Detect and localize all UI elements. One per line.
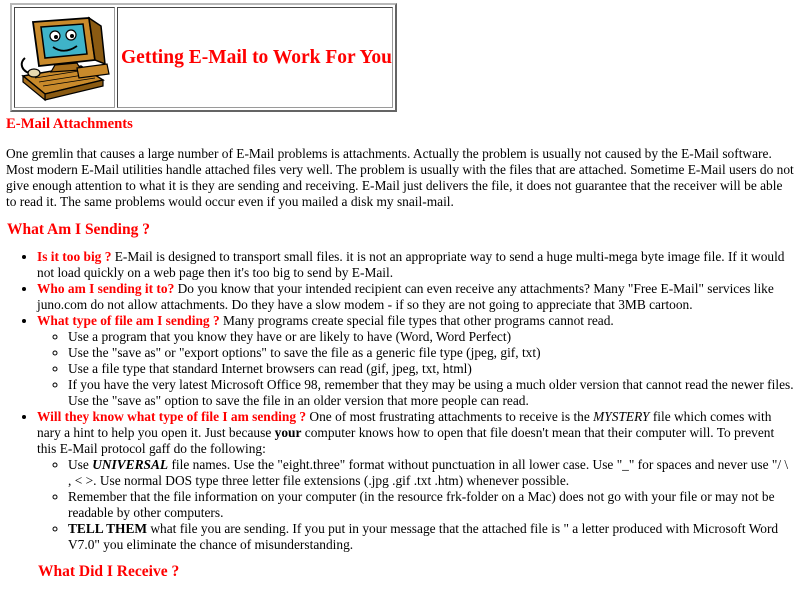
sub-list-item: ◦ Use a program that you know they have or are likely to have (Word, Word Perfect): [68, 329, 794, 345]
item-text: One of most frustrating attachments to receive is the: [306, 409, 594, 424]
page-title: Getting E-Mail to Work For You: [117, 7, 393, 108]
file-type-sublist: [37, 329, 794, 409]
sub-text: what file you are sending. If you put in your message that the attached file is " a letter produced with Microsoft Word V7.0" you eliminate the chance of misunderstanding.: [68, 521, 779, 552]
sub-list-item: ◦ Use a file type that standard Internet browsers can read (gif, jpeg, txt, html): [68, 361, 794, 377]
computer-mascot-icon: [15, 8, 114, 103]
list-item-too-big: [37, 249, 794, 281]
page: [0, 3, 800, 580]
universal-word: UNIVERSAL: [92, 457, 169, 472]
sending-list: [6, 249, 794, 553]
list-item-who: [37, 281, 794, 313]
sending-heading: What Am I Sending ?: [7, 221, 150, 238]
sub-text: Use: [68, 457, 93, 472]
sub-list-item: [68, 457, 794, 489]
attachments-intro: One gremlin that causes a large number of E-Mail problems is attachments. Actually the problem is usually not caused by the E-Mail software. Most modern E-Mail utilities handle attached files very well. The problem is usually with the files that are attached. Sometime E-Mail users do not give enough attention to what it is they are sending and receiving. E-Mail just delivers the file, it does not guarantee that the receiver will be able to read it. The same problems would occur even if you mailed a disk my snail-mail.: [6, 146, 794, 209]
sub-list-item: ◦ Use the "save as" or "export options" to save the file as a generic file type (jpeg, gif, txt): [68, 345, 794, 361]
your-word: your: [274, 425, 302, 440]
attachments-heading: E-Mail Attachments: [6, 116, 133, 132]
know-type-sublist: [37, 457, 794, 553]
item-text: E-Mail is designed to transport small files. it is not an appropriate way to send a huge multi-mega byte image file. If it would not load quickly on a web page then it's too big to send by E-Mail.: [37, 249, 785, 280]
sub-text: file names. Use the "eight.three" format without punctuation in all lower case. Use "_" for spaces and never use "/ \ , < >. Use normal DOS type three letter file extensions (.jpg .gif .txt .htm) whenever possible.: [68, 457, 789, 488]
receive-heading: What Did I Receive ?: [38, 563, 180, 580]
header-banner: [10, 3, 397, 112]
item-text: Many programs create special file types that other programs cannot read.: [219, 313, 614, 328]
item-title: Will they know what type of file I am sending ?: [37, 409, 307, 424]
item-title: Is it too big ?: [37, 249, 112, 264]
item-title: Who am I sending it to?: [37, 281, 175, 296]
item-title: What type of file am I sending ?: [37, 313, 220, 328]
sub-list-item: [68, 521, 794, 553]
list-item-file-type: [37, 313, 794, 409]
logo-cell: [14, 7, 115, 108]
item-text: Do you know that your intended recipient can even receive any attachments? Many "Free E-Mail" services like juno.com do not allow attachments. Do they have a slow modem - if so they are not going to appreciate that 3MB cartoon.: [37, 281, 774, 312]
mystery-word: MYSTERY: [593, 409, 650, 424]
sub-list-item: ◦ Remember that the file information on your computer (in the resource frk-folder on a Mac) does not go with your file or may not be readable by other computers.: [68, 489, 794, 521]
tell-them-word: TELL THEM: [68, 521, 148, 536]
list-item-know-type: [37, 409, 794, 553]
sub-list-item: ◦ If you have the very latest Microsoft Office 98, remember that they may be using a much older version that cannot read the newer files. Use the "save as" option to save the file in an older version that more people can read.: [68, 377, 794, 409]
item-text: computer knows how to open that file doesn't mean that their computer will. To prevent this E-Mail protocol gaff do the following:: [37, 425, 775, 456]
item-text: file which comes with nary a hint to help you open it. Just because: [37, 409, 772, 440]
